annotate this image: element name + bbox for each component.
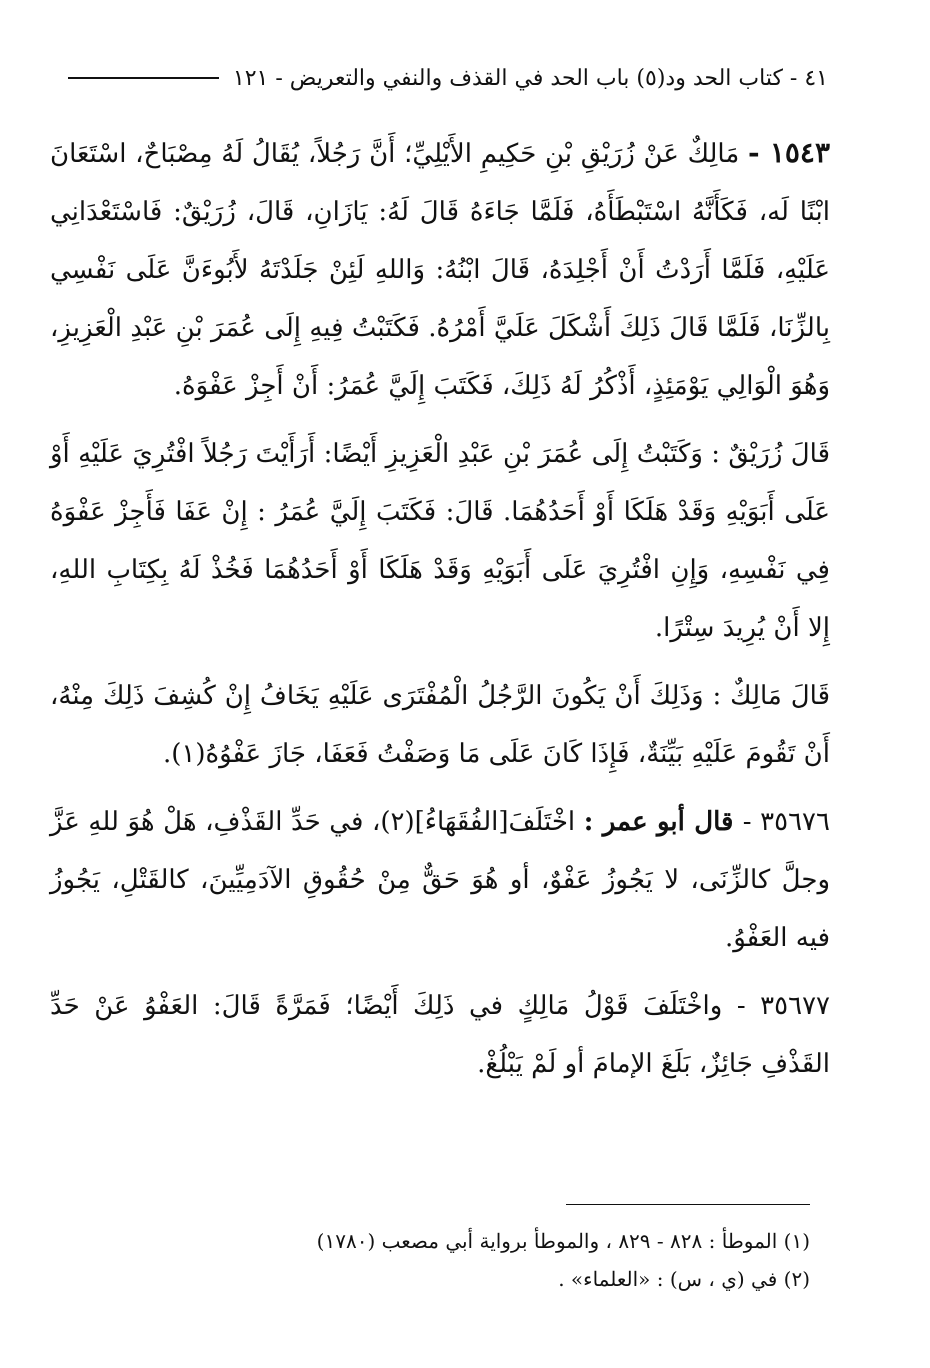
paragraph-text: واخْتَلَفَ قَوْلُ مَالِكٍ في ذَلِكَ أَيْضًا؛ فَمَرَّةً قَالَ: العَفْوُ عَنْ حَدِّ القَذْفِ جَائِزٌ، بَلَغَ الإمامَ أو لَمْ يَبْلُغْ. (50, 991, 830, 1079)
running-title: ٤١ - كتاب الحد ود(٥) باب الحد في القذف والنفي والتعريض - ١٢١ (232, 65, 828, 91)
paragraph-hadith-1543 (50, 124, 830, 415)
paragraph-35676 (50, 793, 830, 967)
paragraph-text: قَالَ زُرَيْقٌ : وَكَتَبْتُ إِلَى عُمَرَ بْنِ عَبْدِ الْعَزِيزِ أَيْضًا: أَرَأَيْتَ رَجُلاً افْتُرِيَ عَلَيْهِ أَوْ عَلَى أَبَوَيْهِ وَقَدْ هَلَكَا أَوْ أَحَدُهُمَا. قَالَ: فَكَتَبَ إِلَيَّ عُمَرُ : إِنْ عَفَا فَأَجِزْ عَفْوَهُ فِي نَفْسِهِ، وَإِنِ افْتُرِيَ عَلَى أَبَوَيْهِ وَقَدْ هَلَكَا أَوْ أَحَدُهُمَا فَخُذْ لَهُ بِكِتَابِ اللهِ، إِلا أَنْ يُرِيدَ سِتْرًا. (50, 439, 830, 643)
paragraph-number: ٣٥٦٧٧ - (736, 991, 830, 1021)
footnote-2: (٢) في (ي ، س) : «العلماء» . (558, 1267, 810, 1291)
paragraph-35677 (50, 977, 830, 1093)
paragraph-number: ٣٥٦٧٦ - (742, 807, 830, 837)
paragraph-malik (50, 667, 830, 783)
paragraph-text: قَالَ مَالِكٌ : وَذَلِكَ أَنْ يَكُونَ الرَّجُلُ الْمُفْتَرَى عَلَيْهِ يَخَافُ إِنْ كُشِفَ ذَلِكَ مِنْهُ، أَنْ تَقُومَ عَلَيْهِ بَيِّنَةٌ، فَإِذَا كَانَ عَلَى مَا وَصَفْتُ فَعَفَا، جَازَ عَفْوُهُ(١). (50, 681, 830, 769)
main-text (50, 124, 830, 1103)
paragraph-text: مَالِكٌ عَنْ زُرَيْقِ بْنِ حَكِيمِ الأَيْلِيِّ؛ أَنَّ رَجُلاً، يُقَالُ لَهُ مِصْبَاحٌ، اسْتَعَانَ ابْنًا لَه، فَكَأَنَّهُ اسْتَبْطَأَهُ، فَلَمَّا جَاءَهُ قَالَ لَهُ: يَازَانِ، قَالَ، زُرَيْقٌ: فَاسْتَعْدَانِي عَلَيْهِ، فَلَمَّا أَرَدْتُ أَنْ أَجْلِدَهُ، قَالَ ابْنُهُ: وَاللهِ لَئِنْ جَلَدْتَهُ لأَبُوءَنَّ عَلَى نَفْسِي بِالزِّنَا، فَلَمَّا قَالَ ذَلِكَ أَشْكَلَ عَلَيَّ أَمْرُهُ. فَكَتَبْتُ فِيهِ إِلَى عُمَرَ بْنِ عَبْدِ الْعَزِيزِ، وَهُوَ الْوَالِي يَوْمَئِذٍ، أَذْكُرُ لَهُ ذَلِكَ، فَكَتَبَ إِلَيَّ عُمَرُ: أَنْ أَجِزْ عَفْوَهُ. (50, 139, 830, 401)
footnotes (220, 1222, 810, 1298)
paragraph-zurayq (50, 425, 830, 657)
paragraph-text: اخْتَلَفَ[الفُقَهَاءُ](٢)، في حَدِّ القَذْفِ، هَلْ هُوَ للهِ عَزَّ وجلَّ كالزِّنَى، لا يَجُوزُ عَفْوٌ، أو هُوَ حَقٌّ مِنْ حُقُوقِ الآدَمِيِّينَ، كالقَتْلِ، يَجُوزُ فيه العَفْوُ. (50, 807, 830, 953)
running-header (68, 58, 828, 98)
paragraph-lead: قال أبو عمر : (583, 807, 743, 837)
footnote-1: (١) الموطأ : ٨٢٨ - ٨٢٩ ، والموطأ برواية أبي مصعب (١٧٨٠) (316, 1229, 810, 1253)
header-rule (68, 77, 219, 79)
hadith-number: ١٥٤٣ - (748, 136, 830, 169)
footnote-rule (566, 1204, 810, 1205)
